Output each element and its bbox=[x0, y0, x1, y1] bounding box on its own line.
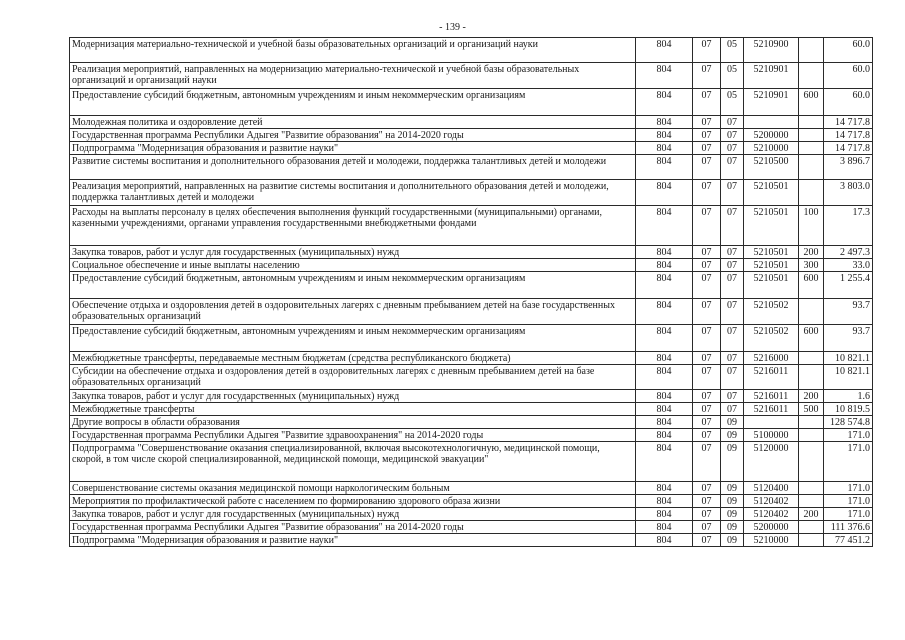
target-article-code: 5210900 bbox=[744, 38, 799, 63]
target-article-code: 5200000 bbox=[744, 521, 799, 534]
amount: 10 821.1 bbox=[824, 352, 873, 365]
item-name: Межбюджетные трансферты bbox=[70, 403, 636, 416]
ministry-code: 804 bbox=[636, 325, 693, 352]
item-name: Закупка товаров, работ и услуг для государственных (муниципальных) нужд bbox=[70, 390, 636, 403]
subsection-code: 09 bbox=[721, 534, 744, 547]
expense-type-code: 300 bbox=[799, 259, 824, 272]
ministry-code: 804 bbox=[636, 429, 693, 442]
subsection-code: 07 bbox=[721, 155, 744, 180]
item-name: Подпрограмма "Модернизация образования и развитие науки" bbox=[70, 142, 636, 155]
target-article-code: 5210501 bbox=[744, 259, 799, 272]
table-row bbox=[70, 429, 873, 442]
expense-type-code bbox=[799, 38, 824, 63]
item-name: Закупка товаров, работ и услуг для государственных (муниципальных) нужд bbox=[70, 508, 636, 521]
target-article-code: 5120000 bbox=[744, 442, 799, 482]
ministry-code: 804 bbox=[636, 246, 693, 259]
subsection-code: 07 bbox=[721, 272, 744, 299]
table-row bbox=[70, 442, 873, 482]
amount: 17.3 bbox=[824, 206, 873, 246]
ministry-code: 804 bbox=[636, 272, 693, 299]
section-code: 07 bbox=[693, 246, 721, 259]
target-article-code: 5120400 bbox=[744, 482, 799, 495]
amount: 1.6 bbox=[824, 390, 873, 403]
amount: 60.0 bbox=[824, 89, 873, 116]
ministry-code: 804 bbox=[636, 89, 693, 116]
amount: 14 717.8 bbox=[824, 129, 873, 142]
target-article-code: 5216011 bbox=[744, 390, 799, 403]
section-code: 07 bbox=[693, 352, 721, 365]
expense-type-code: 500 bbox=[799, 403, 824, 416]
subsection-code: 07 bbox=[721, 259, 744, 272]
table-row bbox=[70, 259, 873, 272]
section-code: 07 bbox=[693, 63, 721, 89]
table-row bbox=[70, 325, 873, 352]
item-name: Межбюджетные трансферты, передаваемые местным бюджетам (средства республиканского бюджета) bbox=[70, 352, 636, 365]
amount: 77 451.2 bbox=[824, 534, 873, 547]
ministry-code: 804 bbox=[636, 534, 693, 547]
item-name: Предоставление субсидий бюджетным, автономным учреждениям и иным некоммерческим организациям bbox=[70, 325, 636, 352]
ministry-code: 804 bbox=[636, 521, 693, 534]
table-row bbox=[70, 416, 873, 429]
amount: 171.0 bbox=[824, 429, 873, 442]
expense-type-code bbox=[799, 429, 824, 442]
expense-type-code bbox=[799, 521, 824, 534]
section-code: 07 bbox=[693, 521, 721, 534]
expense-type-code bbox=[799, 442, 824, 482]
amount: 111 376.6 bbox=[824, 521, 873, 534]
expense-type-code: 600 bbox=[799, 89, 824, 116]
table-row bbox=[70, 206, 873, 246]
item-name: Предоставление субсидий бюджетным, автономным учреждениям и иным некоммерческим организациям bbox=[70, 272, 636, 299]
amount: 2 497.3 bbox=[824, 246, 873, 259]
target-article-code: 5216011 bbox=[744, 403, 799, 416]
ministry-code: 804 bbox=[636, 259, 693, 272]
target-article-code: 5216011 bbox=[744, 365, 799, 390]
ministry-code: 804 bbox=[636, 495, 693, 508]
item-name: Реализация мероприятий, направленных на развитие системы воспитания и дополнительного образования детей и молодежи, поддержка талантливых детей и молодежи bbox=[70, 180, 636, 206]
amount: 1 255.4 bbox=[824, 272, 873, 299]
subsection-code: 09 bbox=[721, 482, 744, 495]
ministry-code: 804 bbox=[636, 403, 693, 416]
budget-table-body bbox=[70, 38, 873, 547]
target-article-code: 5210000 bbox=[744, 534, 799, 547]
section-code: 07 bbox=[693, 495, 721, 508]
expense-type-code bbox=[799, 155, 824, 180]
amount: 3 803.0 bbox=[824, 180, 873, 206]
item-name: Обеспечение отдыха и оздоровления детей в оздоровительных лагерях с дневным пребыванием детей на базе государственных образовательных организаций bbox=[70, 299, 636, 325]
amount: 171.0 bbox=[824, 508, 873, 521]
item-name: Подпрограмма "Модернизация образования и развитие науки" bbox=[70, 534, 636, 547]
subsection-code: 07 bbox=[721, 206, 744, 246]
subsection-code: 09 bbox=[721, 416, 744, 429]
ministry-code: 804 bbox=[636, 299, 693, 325]
subsection-code: 07 bbox=[721, 129, 744, 142]
target-article-code: 5120402 bbox=[744, 508, 799, 521]
ministry-code: 804 bbox=[636, 390, 693, 403]
table-row bbox=[70, 180, 873, 206]
subsection-code: 09 bbox=[721, 442, 744, 482]
ministry-code: 804 bbox=[636, 116, 693, 129]
expense-type-code: 200 bbox=[799, 390, 824, 403]
subsection-code: 07 bbox=[721, 246, 744, 259]
expense-type-code bbox=[799, 180, 824, 206]
ministry-code: 804 bbox=[636, 482, 693, 495]
ministry-code: 804 bbox=[636, 206, 693, 246]
table-row bbox=[70, 534, 873, 547]
target-article-code: 5210501 bbox=[744, 272, 799, 299]
expense-type-code bbox=[799, 299, 824, 325]
subsection-code: 09 bbox=[721, 521, 744, 534]
ministry-code: 804 bbox=[636, 508, 693, 521]
amount: 128 574.8 bbox=[824, 416, 873, 429]
table-row bbox=[70, 352, 873, 365]
item-name: Подпрограмма "Совершенствование оказания специализированной, включая высокотехнологичную, медицинской помощи, скорой, в том числе скорой специализированной, медицинской помощи, медицинской эвакуации" bbox=[70, 442, 636, 482]
expense-type-code bbox=[799, 63, 824, 89]
subsection-code: 07 bbox=[721, 116, 744, 129]
subsection-code: 07 bbox=[721, 352, 744, 365]
target-article-code: 5210901 bbox=[744, 89, 799, 116]
subsection-code: 05 bbox=[721, 89, 744, 116]
item-name: Реализация мероприятий, направленных на модернизацию материально-технической и учебной базы образовательных организаций и организаций науки bbox=[70, 63, 636, 89]
item-name: Другие вопросы в области образования bbox=[70, 416, 636, 429]
ministry-code: 804 bbox=[636, 155, 693, 180]
expense-type-code bbox=[799, 534, 824, 547]
expense-type-code: 200 bbox=[799, 246, 824, 259]
amount: 171.0 bbox=[824, 442, 873, 482]
ministry-code: 804 bbox=[636, 442, 693, 482]
amount: 60.0 bbox=[824, 38, 873, 63]
item-name: Государственная программа Республики Адыгея "Развитие образования" на 2014-2020 годы bbox=[70, 129, 636, 142]
budget-table bbox=[69, 37, 873, 547]
expense-type-code bbox=[799, 352, 824, 365]
section-code: 07 bbox=[693, 390, 721, 403]
table-row bbox=[70, 365, 873, 390]
amount: 93.7 bbox=[824, 299, 873, 325]
target-article-code: 5210901 bbox=[744, 63, 799, 89]
table-row bbox=[70, 495, 873, 508]
expense-type-code bbox=[799, 142, 824, 155]
subsection-code: 07 bbox=[721, 390, 744, 403]
section-code: 07 bbox=[693, 299, 721, 325]
table-row bbox=[70, 89, 873, 116]
section-code: 07 bbox=[693, 206, 721, 246]
expense-type-code bbox=[799, 365, 824, 390]
table-row bbox=[70, 246, 873, 259]
table-row bbox=[70, 299, 873, 325]
table-row bbox=[70, 390, 873, 403]
amount: 60.0 bbox=[824, 63, 873, 89]
item-name: Субсидии на обеспечение отдыха и оздоровления детей в оздоровительных лагерях с дневным пребыванием детей на базе образовательных организаций bbox=[70, 365, 636, 390]
target-article-code bbox=[744, 416, 799, 429]
amount: 93.7 bbox=[824, 325, 873, 352]
item-name: Предоставление субсидий бюджетным, автономным учреждениям и иным некоммерческим организациям bbox=[70, 89, 636, 116]
item-name: Совершенствование системы оказания медицинской помощи наркологическим больным bbox=[70, 482, 636, 495]
target-article-code: 5210000 bbox=[744, 142, 799, 155]
item-name: Закупка товаров, работ и услуг для государственных (муниципальных) нужд bbox=[70, 246, 636, 259]
expense-type-code: 200 bbox=[799, 508, 824, 521]
ministry-code: 804 bbox=[636, 129, 693, 142]
target-article-code bbox=[744, 116, 799, 129]
section-code: 07 bbox=[693, 416, 721, 429]
section-code: 07 bbox=[693, 259, 721, 272]
amount: 3 896.7 bbox=[824, 155, 873, 180]
section-code: 07 bbox=[693, 155, 721, 180]
section-code: 07 bbox=[693, 116, 721, 129]
item-name: Развитие системы воспитания и дополнительного образования детей и молодежи, поддержка талантливых детей и молодежи bbox=[70, 155, 636, 180]
table-row bbox=[70, 38, 873, 63]
table-row bbox=[70, 155, 873, 180]
section-code: 07 bbox=[693, 442, 721, 482]
section-code: 07 bbox=[693, 534, 721, 547]
expense-type-code: 600 bbox=[799, 325, 824, 352]
section-code: 07 bbox=[693, 403, 721, 416]
amount: 171.0 bbox=[824, 495, 873, 508]
expense-type-code bbox=[799, 495, 824, 508]
ministry-code: 804 bbox=[636, 63, 693, 89]
item-name: Молодежная политика и оздоровление детей bbox=[70, 116, 636, 129]
ministry-code: 804 bbox=[636, 352, 693, 365]
item-name: Расходы на выплаты персоналу в целях обеспечения выполнения функций государственными (муниципальными) органами, казенными учреждениями, органами управления государственными внебюджетными фондами bbox=[70, 206, 636, 246]
target-article-code: 5216000 bbox=[744, 352, 799, 365]
subsection-code: 05 bbox=[721, 63, 744, 89]
section-code: 07 bbox=[693, 365, 721, 390]
target-article-code: 5210501 bbox=[744, 180, 799, 206]
table-row bbox=[70, 129, 873, 142]
expense-type-code bbox=[799, 129, 824, 142]
amount: 14 717.8 bbox=[824, 116, 873, 129]
target-article-code: 5210502 bbox=[744, 325, 799, 352]
item-name: Государственная программа Республики Адыгея "Развитие образования" на 2014-2020 годы bbox=[70, 521, 636, 534]
ministry-code: 804 bbox=[636, 38, 693, 63]
expense-type-code bbox=[799, 416, 824, 429]
section-code: 07 bbox=[693, 508, 721, 521]
table-row bbox=[70, 116, 873, 129]
ministry-code: 804 bbox=[636, 416, 693, 429]
target-article-code: 5210501 bbox=[744, 206, 799, 246]
ministry-code: 804 bbox=[636, 180, 693, 206]
subsection-code: 09 bbox=[721, 508, 744, 521]
amount: 33.0 bbox=[824, 259, 873, 272]
target-article-code: 5210501 bbox=[744, 246, 799, 259]
section-code: 07 bbox=[693, 89, 721, 116]
target-article-code: 5100000 bbox=[744, 429, 799, 442]
table-row bbox=[70, 63, 873, 89]
amount: 171.0 bbox=[824, 482, 873, 495]
subsection-code: 07 bbox=[721, 365, 744, 390]
section-code: 07 bbox=[693, 325, 721, 352]
section-code: 07 bbox=[693, 38, 721, 63]
expense-type-code: 100 bbox=[799, 206, 824, 246]
section-code: 07 bbox=[693, 142, 721, 155]
table-row bbox=[70, 142, 873, 155]
subsection-code: 05 bbox=[721, 38, 744, 63]
table-row bbox=[70, 521, 873, 534]
expense-type-code bbox=[799, 482, 824, 495]
target-article-code: 5210500 bbox=[744, 155, 799, 180]
table-row bbox=[70, 508, 873, 521]
expense-type-code: 600 bbox=[799, 272, 824, 299]
section-code: 07 bbox=[693, 482, 721, 495]
target-article-code: 5120402 bbox=[744, 495, 799, 508]
table-row bbox=[70, 482, 873, 495]
item-name: Модернизация материально-технической и учебной базы образовательных организаций и организаций науки bbox=[70, 38, 636, 63]
item-name: Мероприятия по профилактической работе с населением по формированию здорового образа жизни bbox=[70, 495, 636, 508]
subsection-code: 09 bbox=[721, 429, 744, 442]
target-article-code: 5200000 bbox=[744, 129, 799, 142]
amount: 14 717.8 bbox=[824, 142, 873, 155]
section-code: 07 bbox=[693, 180, 721, 206]
target-article-code: 5210502 bbox=[744, 299, 799, 325]
ministry-code: 804 bbox=[636, 365, 693, 390]
subsection-code: 07 bbox=[721, 180, 744, 206]
section-code: 07 bbox=[693, 429, 721, 442]
item-name: Социальное обеспечение и иные выплаты населению bbox=[70, 259, 636, 272]
ministry-code: 804 bbox=[636, 142, 693, 155]
page-number: - 139 - bbox=[439, 22, 466, 33]
section-code: 07 bbox=[693, 272, 721, 299]
item-name: Государственная программа Республики Адыгея "Развитие здравоохранения" на 2014-2020 годы bbox=[70, 429, 636, 442]
amount: 10 819.5 bbox=[824, 403, 873, 416]
subsection-code: 07 bbox=[721, 299, 744, 325]
subsection-code: 07 bbox=[721, 142, 744, 155]
subsection-code: 07 bbox=[721, 325, 744, 352]
section-code: 07 bbox=[693, 129, 721, 142]
amount: 10 821.1 bbox=[824, 365, 873, 390]
table-row bbox=[70, 272, 873, 299]
table-row bbox=[70, 403, 873, 416]
subsection-code: 09 bbox=[721, 495, 744, 508]
subsection-code: 07 bbox=[721, 403, 744, 416]
expense-type-code bbox=[799, 116, 824, 129]
